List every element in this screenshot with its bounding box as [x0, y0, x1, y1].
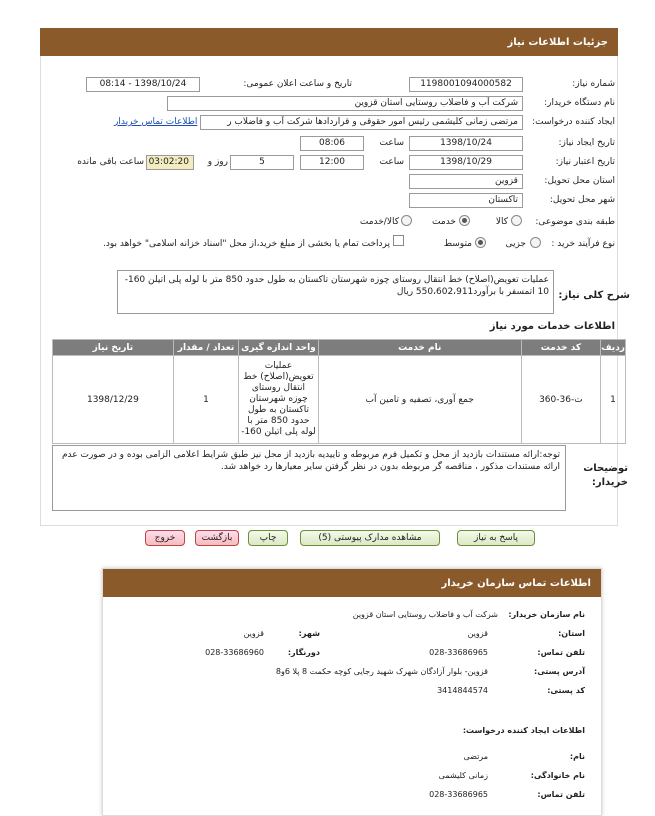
- creator-field: مرتضی زمانی کلیشمی رئیس امور حقوقی و قراردادها شرکت آب و فاضلاب ر: [200, 115, 523, 130]
- category-goods-service-label: کالا/خدمت: [359, 217, 399, 227]
- cell-qty: 1: [173, 356, 238, 444]
- province-label-card: استان:: [558, 629, 585, 638]
- remaining-label: ساعت باقی مانده: [77, 157, 144, 167]
- creator-info-title: اطلاعات ایجاد کننده درخواست:: [462, 726, 585, 735]
- postal-label-card: کد پستی:: [547, 686, 585, 695]
- need-number-label: شماره نیاز:: [572, 79, 615, 89]
- notes-label: توضیحات خریدار:: [583, 463, 628, 488]
- contact-card-title: اطلاعات تماس سازمان خریدار: [441, 577, 591, 589]
- back-button[interactable]: بازگشت: [195, 530, 239, 546]
- phone-value-card: 028-33686965: [429, 648, 488, 657]
- reply-button[interactable]: پاسخ به نیاز: [457, 530, 535, 546]
- creator-label: ایجاد کننده درخواست:: [532, 117, 615, 127]
- category-label: طبقه بندی موضوعی:: [535, 217, 615, 227]
- category-goods-radio[interactable]: [511, 215, 522, 226]
- province-label: استان محل تحویل:: [544, 176, 615, 186]
- city-field: تاکستان: [409, 193, 523, 208]
- description-label: شرح کلی نیاز:: [558, 290, 630, 301]
- days-label: روز و: [207, 157, 228, 167]
- col-date: تاریخ نیاز: [53, 340, 174, 356]
- province-value-card: قزوین: [467, 629, 488, 638]
- city-label-card: شهر:: [298, 629, 320, 638]
- description-text: عملیات تعویض(اصلاح) خط انتقال روستای چوزه شهرستان تاکستان به طول حدود 850 متر با لوله پلی اتیلن 160-10 اتمسفر با برآورد550،602،911 ریال: [124, 275, 549, 297]
- cell-code: ت-36-360: [521, 356, 600, 444]
- category-goods-service-radio[interactable]: [401, 215, 412, 226]
- table-row: [53, 356, 626, 444]
- cell-date: 1398/12/29: [53, 356, 174, 444]
- validity-time-field: 12:00: [300, 155, 364, 170]
- days-field: 5: [230, 155, 294, 170]
- creator-phone-label: تلفن تماس:: [537, 790, 585, 799]
- fax-value-card: 028-33686960: [205, 648, 264, 657]
- family-value-card: زمانی کلیشمی: [438, 771, 488, 780]
- notes-text: توجه:ارائه مستندات بازدید از محل و تکمیل فرم مربوطه و تاییدیه بازدید از محل نیز طبق شرایط اعلامی الزامی بوده و در صورت عدم ارائه مستندات مذکور ، مناقصه گر مربوطه بدون در نظر گرفتن سایر معیارها رد خواهد شد.: [61, 450, 560, 472]
- family-label-card: نام خانوادگی:: [530, 771, 585, 780]
- create-time-field: 08:06: [300, 136, 364, 151]
- process-partial-label: جزیی: [505, 239, 526, 249]
- create-time-label: ساعت: [379, 138, 404, 148]
- treasury-checkbox[interactable]: [393, 235, 404, 246]
- services-title: اطلاعات خدمات مورد نیاز: [489, 321, 615, 332]
- category-service-label: خدمت: [432, 217, 456, 227]
- validity-time-label: ساعت: [379, 157, 404, 167]
- process-medium-label: متوسط: [443, 239, 472, 249]
- treasury-payment-text: پرداخت تمام یا بخشی از مبلغ خرید،از محل "اسناد خزانه اسلامی" خواهد بود.: [102, 239, 390, 249]
- col-row: ردیف: [601, 340, 626, 356]
- cell-unit: عملیات تعویض(اصلاح) خط انتقال روستای چوزه شهرستان تاکستان به طول حدود 850 متر با لوله پلی اتیلن 160-: [239, 356, 319, 444]
- cell-row: 1: [601, 356, 626, 444]
- phone-label-card: تلفن تماس:: [537, 648, 585, 657]
- panel-header: [40, 28, 618, 56]
- province-field: قزوین: [409, 174, 523, 189]
- panel-title: جزئیات اطلاعات نیاز: [507, 36, 608, 48]
- col-unit: واحد اندازه گیری: [239, 340, 319, 356]
- print-button[interactable]: چاپ: [248, 530, 288, 546]
- buyer-org-label: نام دستگاه خریدار:: [544, 98, 615, 108]
- exit-button[interactable]: خروج: [145, 530, 185, 546]
- services-table: [52, 339, 626, 444]
- contact-card-header: [103, 569, 601, 597]
- city-value-card: قزوین: [243, 629, 264, 638]
- fax-label-card: دورنگار:: [287, 648, 320, 657]
- description-field: [117, 270, 554, 314]
- validity-label: تاریخ اعتبار نیاز:: [555, 157, 615, 167]
- create-date-field: 1398/10/24: [409, 136, 523, 151]
- address-label-card: آدرس پستی:: [534, 667, 585, 676]
- category-service-radio[interactable]: [459, 215, 470, 226]
- notes-field: [52, 445, 566, 511]
- cell-name: جمع آوری، تصفیه و تامین آب: [318, 356, 521, 444]
- validity-date-field: 1398/10/29: [409, 155, 523, 170]
- postal-value-card: 3414844574: [437, 686, 488, 695]
- process-medium-radio[interactable]: [475, 237, 486, 248]
- process-partial-radio[interactable]: [530, 237, 541, 248]
- need-number-field: 1198001094000582: [409, 77, 523, 92]
- col-name: نام خدمت: [318, 340, 521, 356]
- category-goods-label: کالا: [495, 217, 508, 227]
- address-value-card: قزوین- بلوار آزادگان شهرک شهید رجایی کوچه حکمت 8 پلا 6و8: [275, 667, 488, 676]
- creator-phone-value: 028-33686965: [429, 790, 488, 799]
- contact-info-link[interactable]: اطلاعات تماس خریدار: [114, 117, 198, 127]
- remaining-time-field: 03:02:20: [146, 155, 194, 170]
- name-label-card: نام:: [569, 752, 585, 761]
- org-value: شرکت آب و فاضلاب روستایی استان قزوین: [352, 610, 498, 619]
- buyer-org-field: شرکت آب و فاضلاب روستایی استان قزوین: [167, 96, 523, 111]
- create-date-label: تاریخ ایجاد نیاز:: [558, 138, 615, 148]
- process-label: نوع فرآیند خرید :: [551, 239, 615, 249]
- col-qty: تعداد / مقدار: [173, 340, 238, 356]
- city-label: شهر محل تحویل:: [549, 195, 615, 205]
- org-label: نام سازمان خریدار:: [508, 610, 585, 619]
- col-code: کد خدمت: [521, 340, 600, 356]
- announce-field: 1398/10/24 - 08:14: [86, 77, 200, 92]
- attachments-button[interactable]: مشاهده مدارک پیوستی (5): [300, 530, 440, 546]
- announce-label: تاریخ و ساعت اعلان عمومی:: [243, 79, 352, 89]
- name-value-card: مرتضی: [463, 752, 488, 761]
